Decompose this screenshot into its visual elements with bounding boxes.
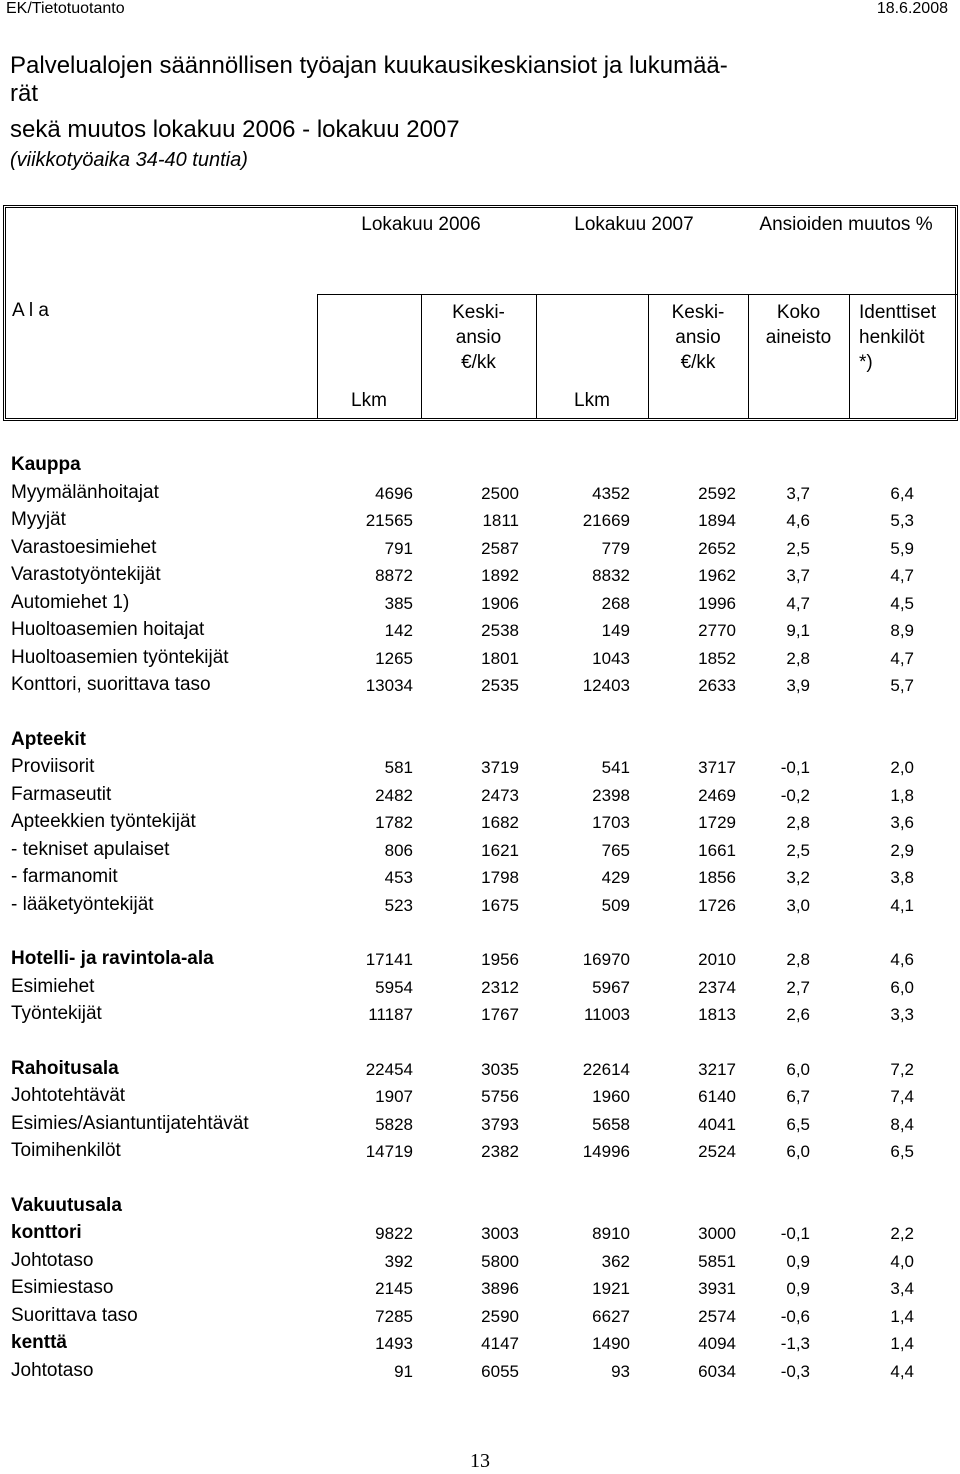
table-cell: 1801 <box>481 648 519 668</box>
table-cell: 91 <box>394 1361 413 1381</box>
table-cell: 6,0 <box>786 1142 810 1161</box>
table-cell: 1892 <box>481 566 519 585</box>
table-cell: 6,0 <box>890 977 914 997</box>
row-label: Suorittava taso <box>11 1304 138 1326</box>
table-cell: 4,4 <box>890 1361 914 1381</box>
table-cell: 5954 <box>375 977 413 997</box>
table-cell: 2652 <box>698 538 736 558</box>
table-cell: -0,1 <box>780 758 810 777</box>
table-cell: 4,7 <box>890 566 914 585</box>
row-label: Huoltoasemien työntekijät <box>11 646 229 668</box>
table-cell: 385 <box>384 593 413 613</box>
table-cell: 2398 <box>592 785 630 805</box>
table-cell: 2587 <box>481 538 519 558</box>
row-label: kenttä <box>11 1332 67 1353</box>
row-label: Esimiehet <box>11 975 95 997</box>
section-gap <box>0 918 960 945</box>
table-cell: 1661 <box>698 840 736 860</box>
page-number: 13 <box>470 1450 490 1472</box>
identtiset-header: Identtiset henkilöt *) <box>859 302 937 373</box>
table-cell: 779 <box>601 538 630 558</box>
table-cell: 8872 <box>375 566 413 585</box>
table-cell: 7285 <box>375 1306 413 1326</box>
page-header <box>0 0 960 20</box>
table-cell: 1798 <box>481 868 519 887</box>
table-cell: 1996 <box>698 593 736 613</box>
table-cell: 2312 <box>481 977 519 997</box>
table-cell: 1493 <box>375 1334 413 1353</box>
section-header-row <box>0 451 960 479</box>
table-cell: 1,8 <box>890 785 914 805</box>
table-row <box>0 671 960 699</box>
table-cell: -0,6 <box>780 1306 810 1326</box>
table-cell: 3,2 <box>786 868 810 887</box>
table-cell: 4,6 <box>890 950 914 969</box>
table-cell: 149 <box>601 621 630 640</box>
table-cell: 8910 <box>592 1224 630 1243</box>
table-row <box>0 808 960 836</box>
table-cell: 2,5 <box>786 538 810 558</box>
section-title: Kauppa <box>11 454 81 475</box>
table-cell: 541 <box>601 758 630 777</box>
table-cell: 2538 <box>481 621 519 640</box>
table-cell: 8,9 <box>890 621 914 640</box>
table-cell: 3,8 <box>890 868 914 887</box>
row-label: Myyjät <box>11 509 66 530</box>
table-cell: 2590 <box>481 1306 519 1326</box>
table-cell: 9822 <box>375 1224 413 1243</box>
table-cell: 4,0 <box>890 1251 914 1271</box>
table-row <box>0 479 960 507</box>
table-cell: 2,5 <box>786 840 810 860</box>
row-label: Esimies/Asiantuntijatehtävät <box>11 1112 249 1134</box>
table-row <box>0 1137 960 1165</box>
table-cell: 2374 <box>698 977 736 997</box>
table-cell: 2,6 <box>786 1005 810 1024</box>
section-gap <box>0 699 960 726</box>
table-cell: 6,0 <box>786 1059 810 1079</box>
table-cell: 14996 <box>582 1142 630 1161</box>
table-cell: 3,7 <box>786 566 810 585</box>
table-cell: 2,9 <box>890 840 914 860</box>
row-label: - lääketyöntekijät <box>11 893 154 915</box>
table-cell: 3,6 <box>890 813 914 832</box>
row-label: Johtotehtävät <box>11 1085 126 1106</box>
row-label: Varastotyöntekijät <box>11 564 161 585</box>
lkm-header-2007: Lkm <box>574 390 610 411</box>
table-cell: 1490 <box>592 1334 630 1353</box>
table-cell: 5967 <box>592 977 630 997</box>
table-cell: 2382 <box>481 1142 519 1161</box>
section-header-row <box>0 726 960 754</box>
table-cell: 2770 <box>698 621 736 640</box>
table-cell: 0,9 <box>786 1251 810 1271</box>
table-cell: 4696 <box>375 483 413 503</box>
table-cell: 3000 <box>698 1224 736 1243</box>
table-cell: 21565 <box>365 511 413 530</box>
table-row <box>0 973 960 1001</box>
table-cell: 5,7 <box>890 676 914 695</box>
table-cell: 1960 <box>592 1087 630 1106</box>
table-cell: 806 <box>384 840 413 860</box>
table-cell: 12403 <box>582 676 630 695</box>
table-cell: 4,1 <box>890 895 914 915</box>
section-title: Hotelli- ja ravintola-ala <box>11 948 214 969</box>
row-label: Myymälänhoitajat <box>11 481 159 503</box>
row-label: Toimihenkilöt <box>11 1140 121 1161</box>
table-cell: 5828 <box>375 1114 413 1134</box>
title-line-3: sekä muutos lokakuu 2006 - lokakuu 2007 <box>10 116 460 143</box>
period-2007: Lokakuu 2007 <box>574 214 694 235</box>
table-cell: 1811 <box>482 511 519 530</box>
section-title: Vakuutusala <box>11 1194 122 1216</box>
table-cell: 4094 <box>698 1334 736 1353</box>
table-cell: 22454 <box>365 1059 413 1079</box>
table-cell: 392 <box>384 1251 413 1271</box>
header-left: EK/Tietotuotanto <box>6 0 125 17</box>
table-cell: 1956 <box>481 950 519 969</box>
table-cell: 2592 <box>698 483 736 503</box>
table-cell: 791 <box>384 538 413 558</box>
table-cell: 0,9 <box>786 1279 810 1298</box>
table-cell: 4041 <box>698 1114 736 1134</box>
table-cell: 1767 <box>481 1005 519 1024</box>
table-cell: 4352 <box>592 483 630 503</box>
row-label: Varastoesimiehet <box>11 536 157 558</box>
table-cell: 3896 <box>481 1279 519 1298</box>
row-label: Huoltoasemien hoitajat <box>11 619 205 640</box>
table-cell: 523 <box>384 895 413 915</box>
table-cell: 2524 <box>698 1142 736 1161</box>
table-cell: 2,0 <box>890 758 914 777</box>
table-row <box>0 1302 960 1330</box>
table-cell: 6,4 <box>890 483 914 503</box>
table-cell: -0,3 <box>780 1361 810 1381</box>
table-cell: 1682 <box>481 813 519 832</box>
table-cell: 9,1 <box>786 621 810 640</box>
table-cell: 3,4 <box>890 1279 914 1298</box>
table-cell: 1962 <box>698 566 736 585</box>
table-cell: 1703 <box>592 813 630 832</box>
table-cell: 2469 <box>698 785 736 805</box>
table-cell: 362 <box>601 1251 630 1271</box>
table-cell: 5851 <box>698 1251 736 1271</box>
row-label: Työntekijät <box>11 1003 102 1024</box>
table-cell: 21669 <box>582 511 630 530</box>
table-row <box>0 1110 960 1138</box>
table-cell: 14719 <box>365 1142 413 1161</box>
table-cell: 11187 <box>368 1005 413 1024</box>
change-header: Ansioiden muutos % <box>759 214 933 235</box>
table-cell: 4147 <box>481 1334 519 1353</box>
table-cell: 2,8 <box>786 813 810 832</box>
table-cell: 2473 <box>481 785 519 805</box>
table-cell: 2,7 <box>786 977 810 997</box>
table-cell: 429 <box>601 868 630 887</box>
table-cell: 5,9 <box>890 538 914 558</box>
table-cell: 6,7 <box>786 1087 810 1106</box>
period-2006: Lokakuu 2006 <box>361 214 481 235</box>
table-cell: 453 <box>384 868 413 887</box>
row-label: Farmaseutit <box>11 783 112 805</box>
subtitle: (viikkotyöaika 34-40 tuntia) <box>10 149 248 171</box>
table-row <box>0 589 960 617</box>
section-gap <box>0 1028 960 1055</box>
table-cell: 2,2 <box>890 1224 914 1243</box>
table-cell: 268 <box>601 593 630 613</box>
table-cell: 4,5 <box>890 593 914 613</box>
table-row <box>0 1082 960 1110</box>
table-cell: 1729 <box>698 813 736 832</box>
table-cell: 22614 <box>582 1059 630 1079</box>
table-row <box>0 1329 960 1357</box>
table-header-box <box>3 205 958 421</box>
table-cell: 3717 <box>698 758 736 777</box>
table-cell: 1,4 <box>890 1306 914 1326</box>
table-cell: 2,8 <box>786 950 810 969</box>
table-cell: -0,2 <box>780 785 810 805</box>
table-row <box>0 644 960 672</box>
table-cell: 1894 <box>698 511 736 530</box>
table-cell: 1,4 <box>890 1334 914 1353</box>
table-cell: 7,2 <box>890 1059 914 1079</box>
row-label: Konttori, suorittava taso <box>11 674 211 695</box>
table-cell: 13034 <box>365 676 413 695</box>
koko-header: Koko aineisto <box>765 302 832 348</box>
table-cell: 3003 <box>481 1224 519 1243</box>
table-row <box>0 561 960 589</box>
table-cell: 3793 <box>481 1114 519 1134</box>
data-table <box>0 451 960 1384</box>
section-header-row <box>0 1192 960 1220</box>
table-cell: 1907 <box>375 1087 413 1106</box>
table-cell: 3719 <box>481 758 519 777</box>
table-cell: 2500 <box>481 483 519 503</box>
row-label: Apteekkien työntekijät <box>11 811 196 832</box>
table-cell: 1813 <box>698 1005 736 1024</box>
section-gap <box>0 1165 960 1192</box>
row-label: Johtotaso <box>11 1249 94 1271</box>
table-row <box>0 1219 960 1247</box>
section-title: Apteekit <box>11 728 86 750</box>
table-cell: 1043 <box>592 648 630 668</box>
row-label: konttori <box>11 1222 82 1243</box>
title-line-1: Palvelualojen säännöllisen työajan kuukausikeskiansiot ja lukumää- <box>10 52 728 79</box>
table-cell: 2574 <box>698 1306 736 1326</box>
table-cell: 6,5 <box>786 1114 810 1134</box>
table-row <box>0 836 960 864</box>
table-cell: 1856 <box>698 868 736 887</box>
table-cell: 6627 <box>592 1306 630 1326</box>
table-cell: 3,3 <box>890 1005 914 1024</box>
table-cell: 93 <box>611 1361 630 1381</box>
table-cell: 3,7 <box>786 483 810 503</box>
table-cell: 16970 <box>582 950 630 969</box>
header-date: 18.6.2008 <box>876 0 948 17</box>
table-cell: 5756 <box>481 1087 519 1106</box>
keski-header-2007: Keski- ansio €/kk <box>671 302 725 373</box>
table-cell: 3217 <box>698 1059 736 1079</box>
table-cell: 6,5 <box>890 1142 914 1161</box>
table-row <box>0 753 960 781</box>
table-cell: 2482 <box>375 785 413 805</box>
table-row <box>0 534 960 562</box>
table-cell: 1265 <box>375 648 413 668</box>
row-label: Esimiestaso <box>11 1277 114 1298</box>
table-cell: 1852 <box>698 648 736 668</box>
row-label: Johtotaso <box>11 1359 94 1381</box>
table-cell: 8832 <box>592 566 630 585</box>
table-cell: 2,8 <box>786 648 810 668</box>
table-cell: 5658 <box>592 1114 630 1134</box>
row-label: Automiehet 1) <box>11 591 130 613</box>
table-cell: 6055 <box>481 1361 519 1381</box>
table-cell: 1782 <box>375 813 413 832</box>
table-cell: 3931 <box>698 1279 736 1298</box>
table-row <box>0 1247 960 1275</box>
table-cell: 5800 <box>481 1251 519 1271</box>
table-cell: -1,3 <box>780 1334 810 1353</box>
table-row <box>0 1274 960 1302</box>
table-cell: 1621 <box>481 840 519 860</box>
table-row <box>0 891 960 919</box>
table-cell: 4,6 <box>786 511 810 530</box>
table-cell: 509 <box>601 895 630 915</box>
table-cell: 4,7 <box>786 593 810 613</box>
keski-header-2006: Keski- ansio €/kk <box>452 302 505 373</box>
table-cell: 581 <box>384 758 413 777</box>
table-cell: 2010 <box>698 950 736 969</box>
table-cell: 5,3 <box>890 511 914 530</box>
table-cell: 3,9 <box>786 676 810 695</box>
table-cell: -0,1 <box>780 1224 810 1243</box>
table-cell: 6034 <box>698 1361 736 1381</box>
table-row <box>0 506 960 534</box>
table-row <box>0 781 960 809</box>
table-cell: 765 <box>601 840 630 860</box>
section-header-row <box>0 945 960 973</box>
table-row <box>0 1357 960 1385</box>
section-header-row <box>0 1055 960 1083</box>
table-cell: 3,0 <box>786 895 810 915</box>
table-cell: 2633 <box>698 676 736 695</box>
table-cell: 7,4 <box>890 1087 914 1106</box>
table-cell: 6140 <box>698 1087 736 1106</box>
ala-header: A l a <box>12 300 49 321</box>
table-cell: 142 <box>384 621 413 640</box>
table-cell: 17141 <box>365 950 413 969</box>
table-cell: 11003 <box>583 1005 630 1024</box>
table-cell: 1906 <box>481 593 519 613</box>
table-row <box>0 863 960 891</box>
table-cell: 2145 <box>375 1279 413 1298</box>
row-label: Proviisorit <box>11 756 95 777</box>
table-cell: 1726 <box>698 895 736 915</box>
row-label: - farmanomit <box>11 866 118 887</box>
table-cell: 3035 <box>481 1059 519 1079</box>
table-cell: 1675 <box>481 895 519 915</box>
row-label: - tekniset apulaiset <box>11 838 170 860</box>
section-title: Rahoitusala <box>11 1057 119 1079</box>
lkm-header-2006: Lkm <box>351 390 387 411</box>
title-line-2: rät <box>10 80 39 107</box>
table-cell: 4,7 <box>890 648 914 668</box>
table-row <box>0 1000 960 1028</box>
table-cell: 2535 <box>481 676 519 695</box>
table-cell: 8,4 <box>890 1114 914 1134</box>
table-cell: 1921 <box>592 1279 630 1298</box>
table-row <box>0 616 960 644</box>
